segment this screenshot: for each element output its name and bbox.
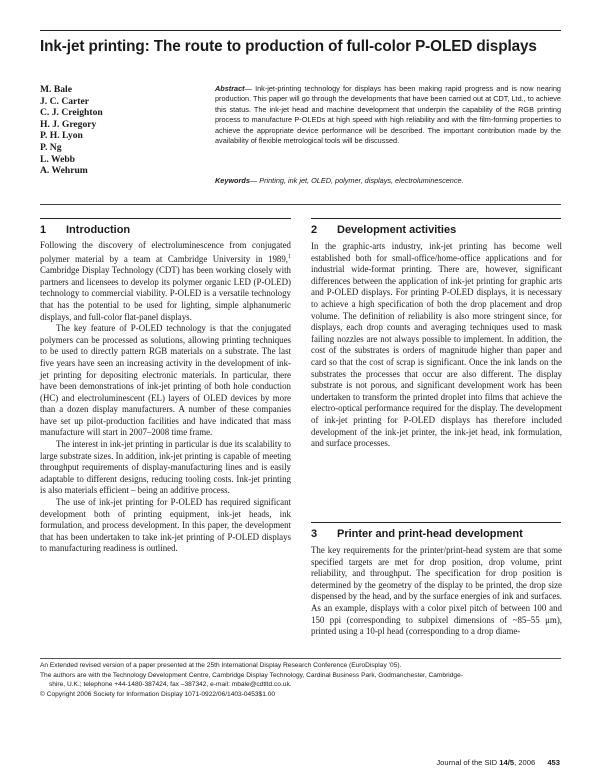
footnotes [40, 661, 561, 699]
author: L. Webb [40, 153, 76, 165]
footnote-ref: 1 [288, 253, 291, 260]
section-number: 1 [40, 224, 47, 236]
paragraph: The use of ink-jet printing for P-OLED has required significant development both of printing equipment, ink-jet heads, ink formulation, and process development. In this paper, the development that has been undertaken to take ink-jet printing of P-OLED displays to manufacturing readiness is outlined. [40, 497, 291, 554]
printer-body [311, 545, 562, 638]
section-title: Introduction [66, 224, 131, 236]
paragraph: The key feature of P-OLED technology is that the conjugated polymers can be processed as solutions, allowing printing techniques to be used to directly pattern RGB materials on a substrate. The last five years have seen an increasing activity in the development of ink-jet printing for depositing electronic materials. In particular, there have been demonstrations of ink-jet printing of both hole conduction (HC) and electroluminescent (EL) layers of OLED devices by more than a dozen display manufacturers. A number of these companies have set up pilot-production facilities and have indicated that mass manufacture will start in 2007–2008 time frame. [40, 323, 291, 438]
paragraph: The interest in ink-jet printing in particular is due its scalability to large substrate sizes. In addition, ink-jet printing is capable of meeting throughput requirements of display-manufacturing lines and is easily adaptable to different designs, reducing tooling costs. Ink-jet printing is also materials efficient – being an additive process. [40, 439, 291, 496]
section-number: 3 [311, 528, 318, 540]
development-body [311, 241, 562, 450]
footnote-rule [40, 658, 561, 659]
author: P. H. Lyon [40, 130, 83, 142]
keywords-text: — Printing, ink jet, OLED, polymer, displays, electroluminescence. [249, 176, 464, 185]
paragraph: The key requirements for the printer/print-head system are that some specified targets are met for drop position, drop volume, print reliability, and throughput. The specification for drop position is determined by the geometry of the display to be printed, the drop size dispensed by the head, and by the surface energies of ink and surfaces. As an example, displays with a color pixel pitch of between 100 and 150 ppi (corresponding to subpixel dimensions of ~85–55 μm), printed using a 10-pl head (corresponding to a drop diame- [311, 545, 562, 637]
section-rule [40, 218, 291, 219]
page-number: 453 [547, 758, 560, 767]
top-rule [40, 30, 561, 31]
section-heading-printer [311, 528, 523, 540]
footnote: The authors are with the Technology Development Centre, Cambridge Display Technology, Cardinal Business Park, Godmanchester, Cambridge- [40, 671, 463, 679]
author: H. J. Gregory [40, 118, 97, 130]
paragraph [40, 240, 291, 323]
running-footer [436, 758, 560, 767]
author: M. Bale [40, 84, 72, 95]
header-divider [40, 204, 561, 205]
keywords-label: Keywords [215, 176, 250, 185]
author: C. J. Creighton [40, 107, 103, 119]
abstract-text: — Ink-jet-printing technology for displays has been making rapid progress and is now nearing production. This paper will go through the developments that have been carried out at CDT, Ltd., to achieve this status. The ink-jet head and machine development that underpin the capability of the RGB printing process to manufacture P-OLEDs at high speed with high reliability and with the film-forming properties to achieve the appropriate device performance will be described. The important contribution made by the availability of flexible metrological tools will be discussed. [215, 84, 561, 146]
section-title: Development activities [337, 224, 457, 236]
section-heading-introduction [40, 224, 130, 236]
section-heading-development [311, 224, 456, 236]
section-title: Printer and print-head development [337, 528, 523, 540]
section-rule [311, 218, 561, 219]
author: J. C. Carter [40, 95, 90, 107]
footnote: shire, U.K.; telephone +44-1480-387424, fax –387342, e-mail: mbale@cdtltd.co.uk. [49, 681, 292, 689]
paragraph-text: Cambridge Display Technology (CDT) has been working closely with partners and licensees to develop its polymer organic LED (P-OLED) technology to commercial viability. P-OLED is a versatile technology that has the potential to be used for lighting, simple alphanumeric displays, and full-color flat-panel displays. [40, 265, 291, 322]
abstract-label: Abstract [215, 84, 245, 93]
introduction-body [40, 240, 291, 555]
section-number: 2 [311, 224, 318, 236]
copyright: © Copyright 2006 Society for Information Display 1071-0922/06/1403-0453$1.00 [40, 690, 276, 698]
journal-year: , 2006 [514, 758, 536, 767]
journal-name: Journal of the SID [436, 758, 498, 767]
paragraph-text: Following the discovery of electroluminescence from conjugated polymer material by a team at Cambridge University in 1989, [40, 240, 291, 264]
paper-title: Ink-jet printing: The route to production of full-color P-OLED displays [40, 38, 537, 55]
author-list [40, 84, 200, 177]
keywords [215, 176, 561, 186]
paragraph: In the graphic-arts industry, ink-jet printing has become well established both for small-office/home-office applications and for industrial wide-format printing. There are, however, significant differences between the application of ink-jet printing for graphic arts and P-OLED displays. For printing P-OLED displays, it is necessary to achieve a high specification of both the drop placement and drop volume. The definition of reliability is also more stringent since, for displays, each drop counts and averaging techniques used to mask failing nozzles are not always possible to implement. In addition, the cost of the substrates is orders of magnitude higher than paper and card so that the cost of scrap is significant. Once the ink lands on the substrates the processes that occur are also different. The display substrate is not porous, and significant development work has been undertaken to transform the printed droplet into films that achieve the electro-optical performance required for the display. The development of ink-jet printing for P-OLED displays has therefore included development of the ink-jet printer, the ink-jet head, ink formulation, and surface processes. [311, 241, 562, 449]
author: P. Ng [40, 141, 62, 153]
abstract [215, 84, 561, 146]
footnote: An Extended revised version of a paper presented at the 25th International Display Research Conference (EuroDisplay ’05). [40, 662, 402, 669]
journal-volume: 14/5 [499, 758, 515, 767]
author: A. Wehrum [40, 165, 88, 177]
section-rule [311, 522, 561, 523]
